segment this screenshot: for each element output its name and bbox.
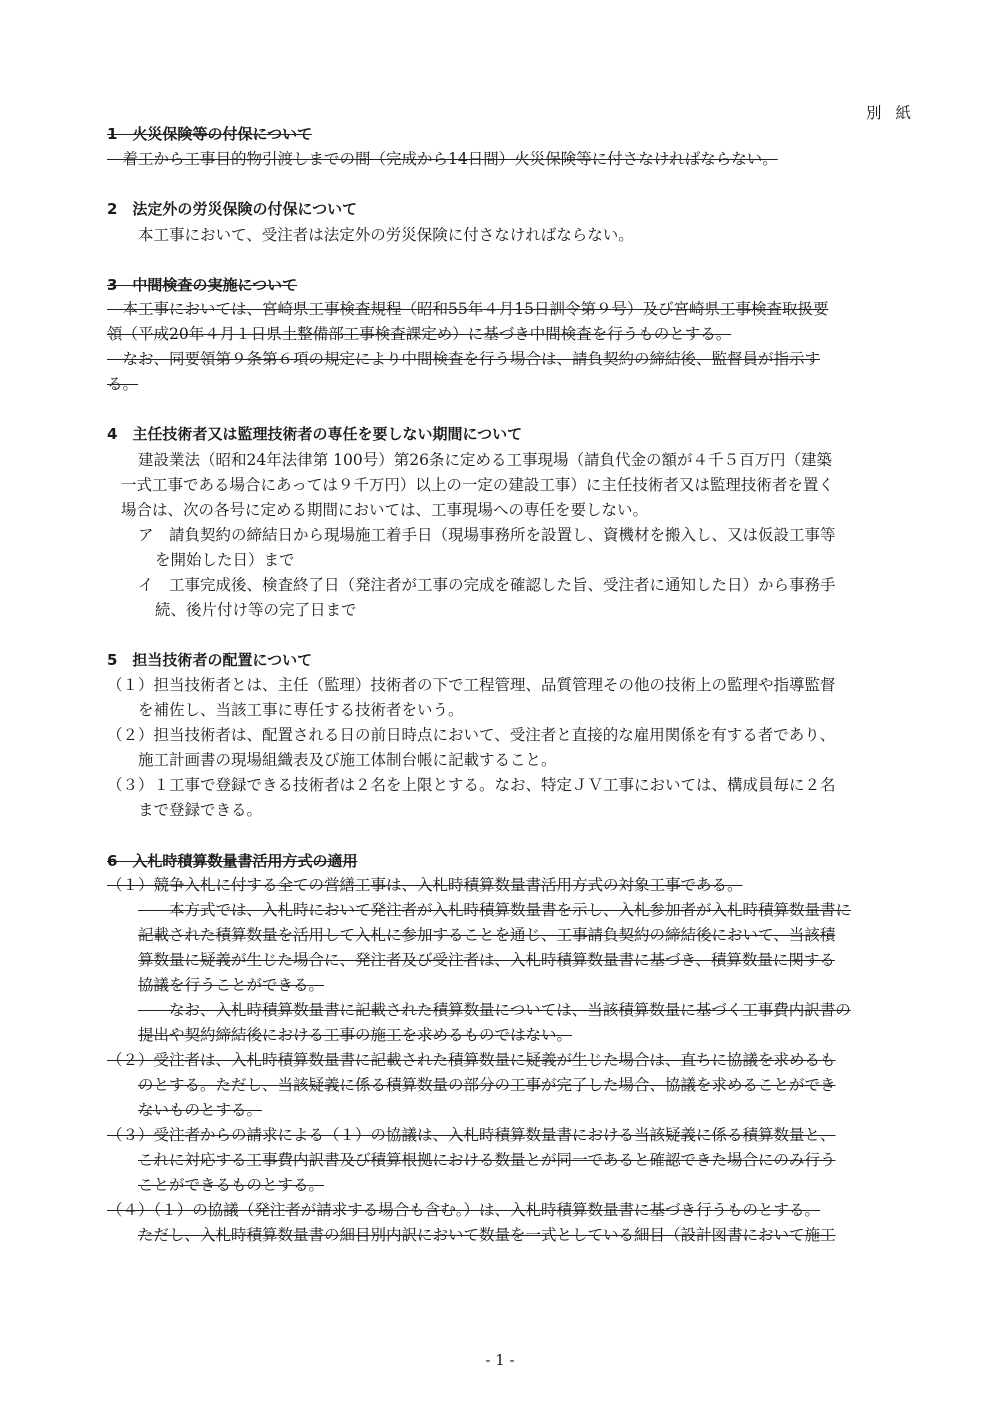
- section-5-heading: 5 担当技術者の配置について: [107, 651, 313, 669]
- section-6-line-12: これに対応する工事費内訳書及び積算根拠における数量とが同一であると確認できた場合にのみ行う: [138, 1151, 836, 1169]
- section-3-line-3: なお、同要領第９条第６項の規定により中間検査を行う場合は、請負契約の締結後、監督員が指示す: [107, 350, 821, 368]
- section-5-item-1-line-2: を補佐し、当該工事に専任する技術者をいう。: [138, 701, 464, 719]
- section-6-line-3: 記載された積算数量を活用して入札に参加することを通じ、工事請負契約の締結後において、当該積: [138, 926, 836, 944]
- section-6-line-4: 算数量に疑義が生じた場合に、発注者及び受注者は、入札時積算数量書に基づき、積算数量に関する: [138, 951, 835, 969]
- section-2-heading: 2 法定外の労災保険の付保について: [107, 200, 358, 218]
- section-6-line-7: 提出や契約締結後における工事の施工を求めるものではない。: [138, 1026, 573, 1044]
- section-2-line-1: 本工事において、受注者は法定外の労災保険に付さなければならない。: [138, 226, 634, 244]
- section-6-heading: 6 入札時積算数量書活用方式の適用: [107, 852, 358, 870]
- section-3-heading: 3 中間検査の実施について: [107, 276, 298, 294]
- section-4-item-i-line-1: イ 工事完成後、検査終了日（発注者が工事の完成を確認した旨、受注者に通知した日）から事務手: [138, 576, 836, 594]
- section-5-item-2-line-1: （２）担当技術者は、配置される日の前日時点において、受注者と直接的な雇用関係を有する者であり、: [107, 726, 836, 744]
- section-6-line-15: ただし、入札時積算数量書の細目別内訳において数量を一式としている細目（設計図書において施工: [138, 1226, 836, 1244]
- section-3-line-4: る。: [107, 375, 139, 393]
- section-6-line-10: ないものとする。: [138, 1101, 263, 1119]
- section-6-line-13: ことができるものとする。: [138, 1176, 325, 1194]
- section-6-line-11: （３）受注者からの請求による（１）の協議は、入札時積算数量書における当該疑義に係る積算数量と、: [107, 1126, 836, 1144]
- section-5-item-2-line-2: 施工計画書の現場組織表及び施工体制台帳に記載すること。: [138, 751, 557, 769]
- section-4-item-i-line-2: 続、後片付け等の完了日まで: [155, 601, 357, 619]
- section-6-line-1: （１）競争入札に付する全ての営繕工事は、入札時積算数量書活用方式の対象工事である。: [107, 876, 743, 894]
- section-5-item-3-line-2: まで登録できる。: [138, 801, 263, 819]
- section-4-heading: 4 主任技術者又は監理技術者の専任を要しない期間について: [107, 425, 523, 443]
- section-3-line-1: 本工事においては、宮崎県工事検査規程（昭和55年４月15日訓令第９号）及び宮崎県工事検査取扱要: [107, 300, 829, 318]
- section-6-line-9: のとする。ただし、当該疑義に係る積算数量の部分の工事が完了した場合、協議を求めることができ: [138, 1076, 836, 1094]
- section-6-line-6: なお、入札時積算数量書に記載された積算数量については、当該積算数量に基づく工事費内訳書の: [138, 1001, 851, 1019]
- section-4-line-1: 建設業法（昭和24年法律第 100号）第26条に定める工事現場（請負代金の額が４千５百万円（建築: [138, 451, 832, 469]
- section-6-line-2: 本方式では、入札時において発注者が入札時積算数量書を示し、入札参加者が入札時積算数量書に: [138, 901, 852, 919]
- betsushi-label: 別紙: [866, 104, 926, 122]
- section-6-line-14: （４）（１）の協議（発注者が請求する場合も含む。）は、入札時積算数量書に基づき行うものとする。: [107, 1201, 821, 1219]
- section-1-line-1: 着工から工事目的物引渡しまでの間（完成から14日間）火災保険等に付さなければならない。: [107, 150, 778, 168]
- section-4-item-a-line-2: を開始した日）まで: [155, 551, 295, 569]
- section-4-item-a-line-1: ア 請負契約の締結日から現場施工着手日（現場事務所を設置し、資機材を搬入し、又は仮設工事等: [138, 526, 836, 544]
- section-3-line-2: 領（平成20年４月１日県土整備部工事検査課定め）に基づき中間検査を行うものとする。: [107, 325, 732, 343]
- page-number: - 1 -: [485, 1351, 515, 1369]
- section-1-heading: 1 火災保険等の付保について: [107, 125, 313, 143]
- section-5-item-1-line-1: （１）担当技術者とは、主任（監理）技術者の下で工程管理、品質管理その他の技術上の監理や指導監督: [107, 676, 836, 694]
- section-5-item-3-line-1: （３）１工事で登録できる技術者は２名を上限とする。なお、特定ＪＶ工事においては、構成員毎に２名: [107, 776, 836, 794]
- section-4-line-3: 場合は、次の各号に定める期間においては、工事現場への専任を要しない。: [121, 501, 649, 519]
- section-6-line-5: 協議を行うことができる。: [138, 976, 325, 994]
- section-6-line-8: （２）受注者は、入札時積算数量書に記載された積算数量に疑義が生じた場合は、直ちに協議を求めるも: [107, 1051, 836, 1069]
- section-4-line-2: 一式工事である場合にあっては９千万円）以上の一定の建設工事）に主任技術者又は監理技術者を置く: [121, 476, 834, 494]
